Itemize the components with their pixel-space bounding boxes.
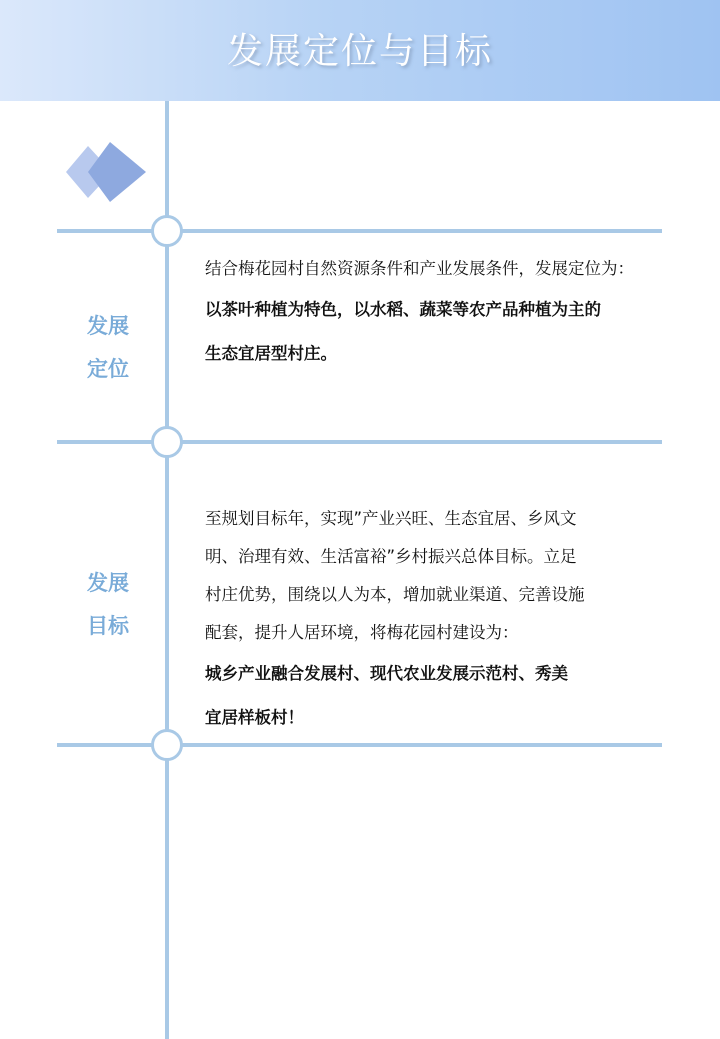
timeline-divider-2 [57,440,662,444]
paragraph-bold-line: 城乡产业融合发展村、现代农业发展示范村、秀美 [205,664,568,683]
paragraph-line: 村庄优势，围绕以人为本，增加就业渠道、完善设施 [205,585,585,604]
timeline-node-1 [151,215,183,247]
paragraph-bold-line: 以茶叶种植为特色，以水稻、蔬菜等农产品种植为主的 [205,300,601,319]
page-header [0,0,720,101]
section-label-line: 发展 [87,571,129,595]
timeline-divider-3 [57,743,662,747]
section-label-goals [68,562,148,648]
section-label-line: 发展 [87,314,129,338]
paragraph-line: 明、治理有效、生活富裕”乡村振兴总体目标。立足 [205,547,577,566]
paragraph-line: 结合梅花园村自然资源条件和产业发展条件，发展定位为： [205,259,634,278]
timeline-node-3 [151,729,183,761]
paragraph-bold-line: 生态宜居型村庄。 [205,344,337,363]
diamond-logo-icon [66,140,148,204]
page-title: 发展定位与目标 [226,31,493,72]
timeline-node-2 [151,426,183,458]
paragraph-line: 配套，提升人居环境，将梅花园村建设为： [205,623,519,642]
paragraph-line: 至规划目标年，实现”产业兴旺、生态宜居、乡风文 [205,509,577,528]
paragraph-bold-line: 宜居样板村！ [205,708,304,727]
positioning-paragraph [205,250,675,376]
timeline-divider-1 [57,229,662,233]
goals-paragraph [205,500,675,740]
section-label-line: 定位 [87,357,129,381]
section-label-positioning [68,305,148,391]
section-label-line: 目标 [87,614,129,638]
